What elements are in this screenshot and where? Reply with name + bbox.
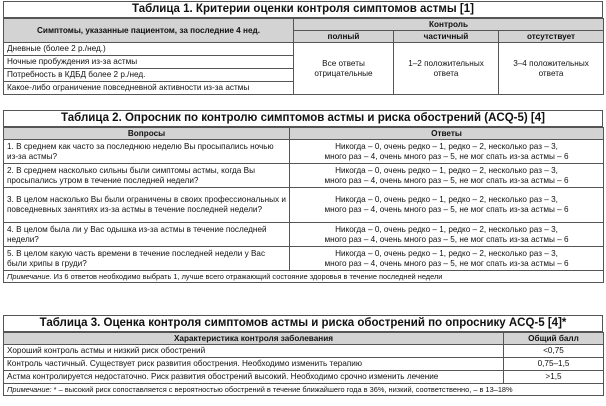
table-3-row-text: Астма контролируется недостаточно. Риск развития обострений высокий. Необходимо срочно изменить лечение <box>4 371 504 384</box>
table-3-row-score: >1,5 <box>504 371 604 384</box>
table-2-question: 3. В целом насколько Вы были ограничены в своих профессиональных и повседневных занятиях из-за астмы в течение последней недели? <box>4 188 290 223</box>
table-2-answer: Никогда – 0, очень редко – 1, редко – 2, несколько раз – 3, много раз – 4, очень много раз – 5, не мог спать из-за астмы – 6 <box>290 140 604 164</box>
table-2-answer: Никогда – 0, очень редко – 1, редко – 2, несколько раз – 3, много раз – 4, очень много раз – 5, не мог спать из-за астмы – 6 <box>290 188 604 223</box>
table-2-answer: Никогда – 0, очень редко – 1, редко – 2, несколько раз – 3, много раз – 4, очень много раз – 5, не мог спать из-за астмы – 6 <box>290 223 604 247</box>
table-1-header-absent: отсутствует <box>499 31 604 43</box>
table-1-value-absent: 3–4 положительных ответа <box>499 43 604 95</box>
table-3-grid <box>3 332 604 396</box>
table-2-question: 1. В среднем как часто за последнюю неделю Вы просыпались ночью из-за астмы? <box>4 140 290 164</box>
table-2-answer: Никогда – 0, очень редко – 1, редко – 2, несколько раз – 3, много раз – 4, очень много раз – 5, не мог спать из-за астмы – 6 <box>290 164 604 188</box>
table-3-row-score: <0,75 <box>504 345 604 358</box>
table-2-note: Примечание. Из 6 ответов необходимо выбрать 1, лучше всего отражающий состояние здоровья в течение последней недели <box>4 271 604 283</box>
table-3-row-text: Контроль частичный. Существует риск развития обострения. Необходимо изменить терапию <box>4 358 504 371</box>
table-1-row-symptom: Какое-либо ограничение повседневной активности из-за астмы <box>4 82 294 95</box>
table-3 <box>3 315 603 396</box>
table-1-title: Таблица 1. Критерии оценки контроля симптомов астмы [1] <box>3 1 603 18</box>
table-2-header-questions: Вопросы <box>4 128 290 140</box>
table-2-question: 4. В целом была ли у Вас одышка из-за астмы в течение последней недели? <box>4 223 290 247</box>
table-1-value-partial: 1–2 положительных ответа <box>394 43 499 95</box>
table-1-value-full: Все ответы отрицательные <box>294 43 394 95</box>
table-2-question: 5. В целом какую часть времени в течение последней недели у Вас были хрипы в груди? <box>4 247 290 271</box>
table-3-note: Примечание: * – высокий риск сопоставляется с вероятностью обострений в течение ближайшего года в 36%, низкий, соответственно, – в 13–18% <box>4 384 604 396</box>
table-3-header-score: Общий балл <box>504 333 604 345</box>
table-1-header-full: полный <box>294 31 394 43</box>
table-1 <box>3 1 603 95</box>
table-2-title: Таблица 2. Опросник по контролю симптомов астмы и риска обострений (ACQ-5) [4] <box>3 110 603 127</box>
table-1-header-control: Контроль <box>294 19 604 31</box>
table-2-grid <box>3 127 604 283</box>
table-1-row-symptom: Ночные пробуждения из-за астмы <box>4 56 294 69</box>
table-3-row-text: Хороший контроль астмы и низкий риск обострений <box>4 345 504 358</box>
table-2-answer: Никогда – 0, очень редко – 1, редко – 2, несколько раз – 3, много раз – 4, очень много раз – 5, не мог спать из-за астмы – 6 <box>290 247 604 271</box>
table-1-grid <box>3 18 604 95</box>
table-3-title: Таблица 3. Оценка контроля симптомов астмы и риска обострений по опроснику ACQ-5 [4]* <box>3 315 603 332</box>
table-3-header-characteristic: Характеристика контроля заболевания <box>4 333 504 345</box>
table-3-row-score: 0,75–1,5 <box>504 358 604 371</box>
table-1-row-symptom: Дневные (более 2 р./нед.) <box>4 43 294 56</box>
table-2-question: 2. В среднем насколько сильны были симптомы астмы, когда Вы просыпались утром в течение последней недели? <box>4 164 290 188</box>
table-2 <box>3 110 603 283</box>
table-1-header-symptoms: Симптомы, указанные пациентом, за последние 4 нед. <box>4 19 294 43</box>
table-2-header-answers: Ответы <box>290 128 604 140</box>
table-1-row-symptom: Потребность в КДБД более 2 р./нед. <box>4 69 294 82</box>
table-1-header-partial: частичный <box>394 31 499 43</box>
